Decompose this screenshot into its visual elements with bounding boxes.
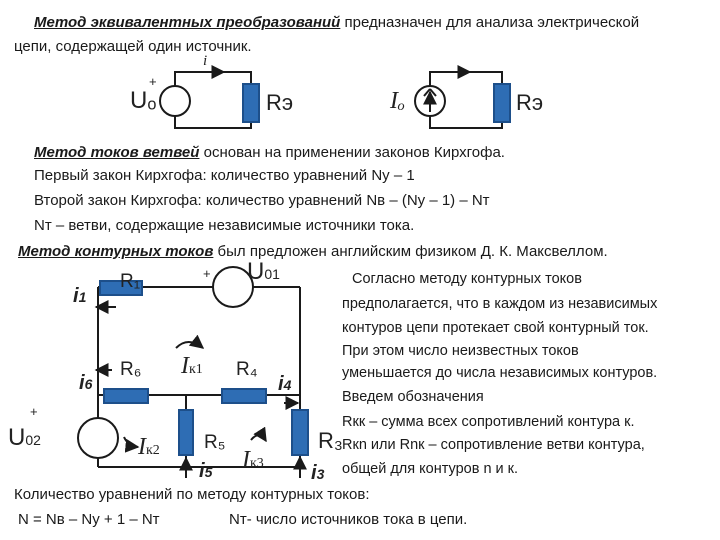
- right-text-line-1: Согласно методу контурных токов: [352, 271, 582, 287]
- right-text-line-8: Rкn или Rnк – сопротивление ветви контура,: [342, 437, 645, 453]
- r4-label: R₄: [236, 359, 258, 380]
- i3-label: i3: [311, 462, 325, 484]
- circuit1-current-label: i: [203, 53, 208, 69]
- right-text-line-3: контуров цепи протекает свой контурный ток.: [342, 320, 649, 336]
- r3-label: R₃: [318, 428, 343, 453]
- loop-method-line: [18, 243, 608, 261]
- circuit2-source-label: Iₒ: [390, 88, 405, 114]
- intro-line-2: цепи, содержащей один источник.: [14, 38, 252, 55]
- equation-formula: N = Nв – Nу + 1 – Nт: [18, 511, 160, 528]
- i6-label: i6: [79, 372, 93, 394]
- r6-label: R₆: [120, 359, 142, 380]
- u01-plus: +: [203, 266, 211, 281]
- loop-current-1-label: Iк1: [181, 353, 203, 379]
- u02-plus: +: [30, 404, 38, 419]
- u02-label: U02: [8, 424, 41, 451]
- right-text-line-6: Введем обозначения: [342, 389, 484, 405]
- branch-method-rest: основан на применении законов Кирхгофа.: [199, 144, 505, 161]
- right-text-line-9: общей для контуров n и к.: [342, 461, 519, 477]
- kirchhoff-second-law: Второй закон Кирхгофа: количество уравнений Nв – (Nу – 1) – Nт: [34, 192, 490, 209]
- branch-method-line: [34, 144, 505, 162]
- nt-note: Nт- число источников тока в цепи.: [229, 511, 468, 528]
- equation-count-line: Количество уравнений по методу контурных токов:: [14, 486, 370, 503]
- i4-label: i4: [278, 373, 292, 395]
- right-text-line-4: При этом число неизвестных токов: [342, 343, 579, 359]
- right-text-line-2: предполагается, что в каждом из независимых: [342, 296, 658, 312]
- loop-current-2-label: Iк2: [138, 434, 160, 460]
- loop-method-rest: был предложен английским физиком Д. К. Максвеллом.: [213, 243, 608, 260]
- r1-label: R₁: [120, 271, 141, 292]
- u01-label: U01: [247, 258, 280, 285]
- r5-label: R₅: [204, 432, 226, 453]
- intro-rest: предназначен для анализа электрической: [340, 14, 640, 31]
- circuit1-resistor-label: Rэ: [266, 90, 294, 115]
- loop-current-3-label: Iк3: [242, 447, 264, 473]
- right-text-line-7: Rкк – сумма всех сопротивлений контура к.: [342, 414, 635, 430]
- i1-label: i1: [73, 285, 87, 307]
- right-text-line-5: уменьшается до числа независимых контуров.: [342, 365, 658, 381]
- circuit-voltage-source: [160, 72, 259, 128]
- intro-method-name: Метод эквивалентных преобразований: [34, 14, 341, 31]
- circuit1-plus: +: [149, 74, 157, 89]
- circuit-current-source: [415, 72, 510, 128]
- i5-label: i5: [199, 460, 213, 482]
- circuit1-source-label: Uₒ: [130, 87, 157, 114]
- nt-definition: Nт – ветви, содержащие независимые источники тока.: [34, 217, 415, 234]
- circuit2-resistor-label: Rэ: [516, 90, 544, 115]
- kirchhoff-first-law: Первый закон Кирхгофа: количество уравнений Nу – 1: [34, 167, 415, 184]
- loop-method-name: Метод контурных токов: [18, 243, 214, 260]
- branch-method-name: Метод токов ветвей: [34, 144, 200, 161]
